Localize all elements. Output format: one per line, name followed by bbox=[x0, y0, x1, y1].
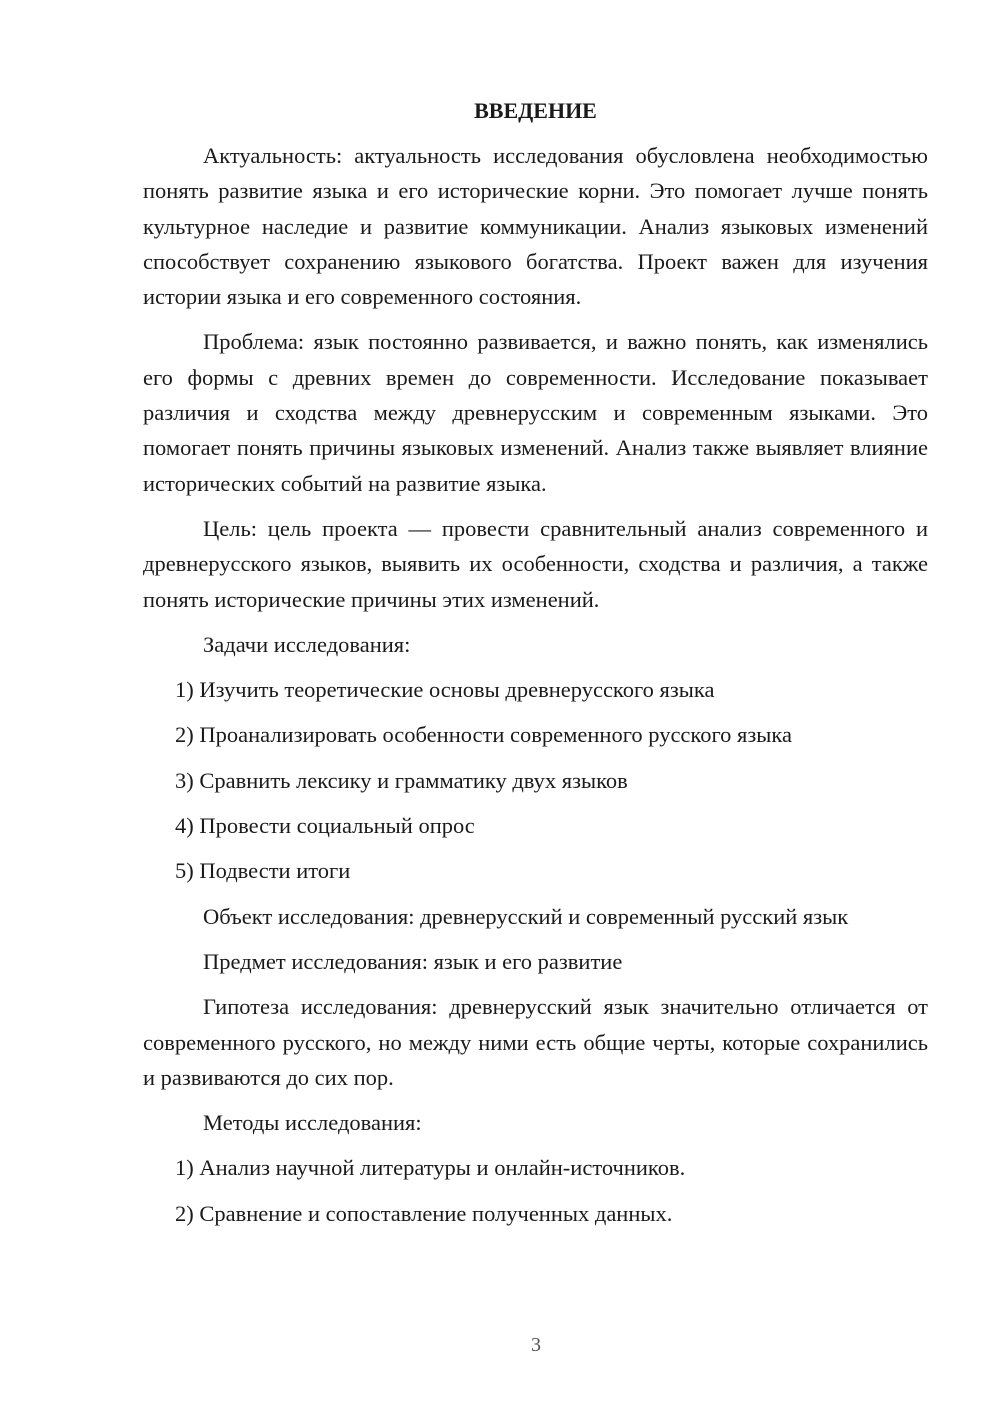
method-item: 1) Анализ научной литературы и онлайн-источников. bbox=[175, 1155, 686, 1181]
document-page bbox=[143, 96, 928, 1241]
section-title: ВВЕДЕНИЕ bbox=[474, 98, 597, 123]
page-number: 3 bbox=[531, 1334, 541, 1356]
tasks-heading: Задачи исследования: bbox=[203, 631, 411, 657]
methods-heading: Методы исследования: bbox=[203, 1110, 422, 1136]
task-item: 4) Провести социальный опрос bbox=[175, 813, 475, 839]
object-line: Объект исследования: древнерусский и современный русский язык bbox=[203, 903, 849, 929]
goal-paragraph: Цель: цель проекта — провести сравнительный анализ современного и древнерусского языков, выявить их особенности, сходства и различия, а также понять исторические причины этих изменений. bbox=[143, 515, 928, 612]
problem-paragraph: Проблема: язык постоянно развивается, и важно понять, как изменялись его формы с древних времен до современности. Исследование показывает различия и сходства между древнерусским и современным языками. Это помогает понять причины языковых изменений. Анализ также выявляет влияние исторических событий на развитие языка. bbox=[143, 329, 928, 496]
subject-line: Предмет исследования: язык и его развитие bbox=[203, 948, 623, 974]
task-item: 1) Изучить теоретические основы древнерусского языка bbox=[175, 677, 715, 703]
task-item: 5) Подвести итоги bbox=[175, 858, 351, 884]
relevance-paragraph: Актуальность: актуальность исследования обусловлена необходимостью понять развитие языка и его исторические корни. Это помогает лучше понять культурное наследие и развитие коммуникации. Анализ языковых изменений способствует сохранению языкового богатства. Проект важен для изучения истории языка и его современного состояния. bbox=[143, 143, 928, 310]
task-item: 3) Сравнить лексику и грамматику двух языков bbox=[175, 767, 628, 793]
hypothesis-paragraph: Гипотеза исследования: древнерусский язык значительно отличается от современного русского, но между ними есть общие черты, которые сохранились и развиваются до сих пор. bbox=[143, 994, 928, 1090]
task-item: 2) Проанализировать особенности современного русского языка bbox=[175, 722, 792, 748]
method-item: 2) Сравнение и сопоставление полученных данных. bbox=[175, 1200, 673, 1226]
